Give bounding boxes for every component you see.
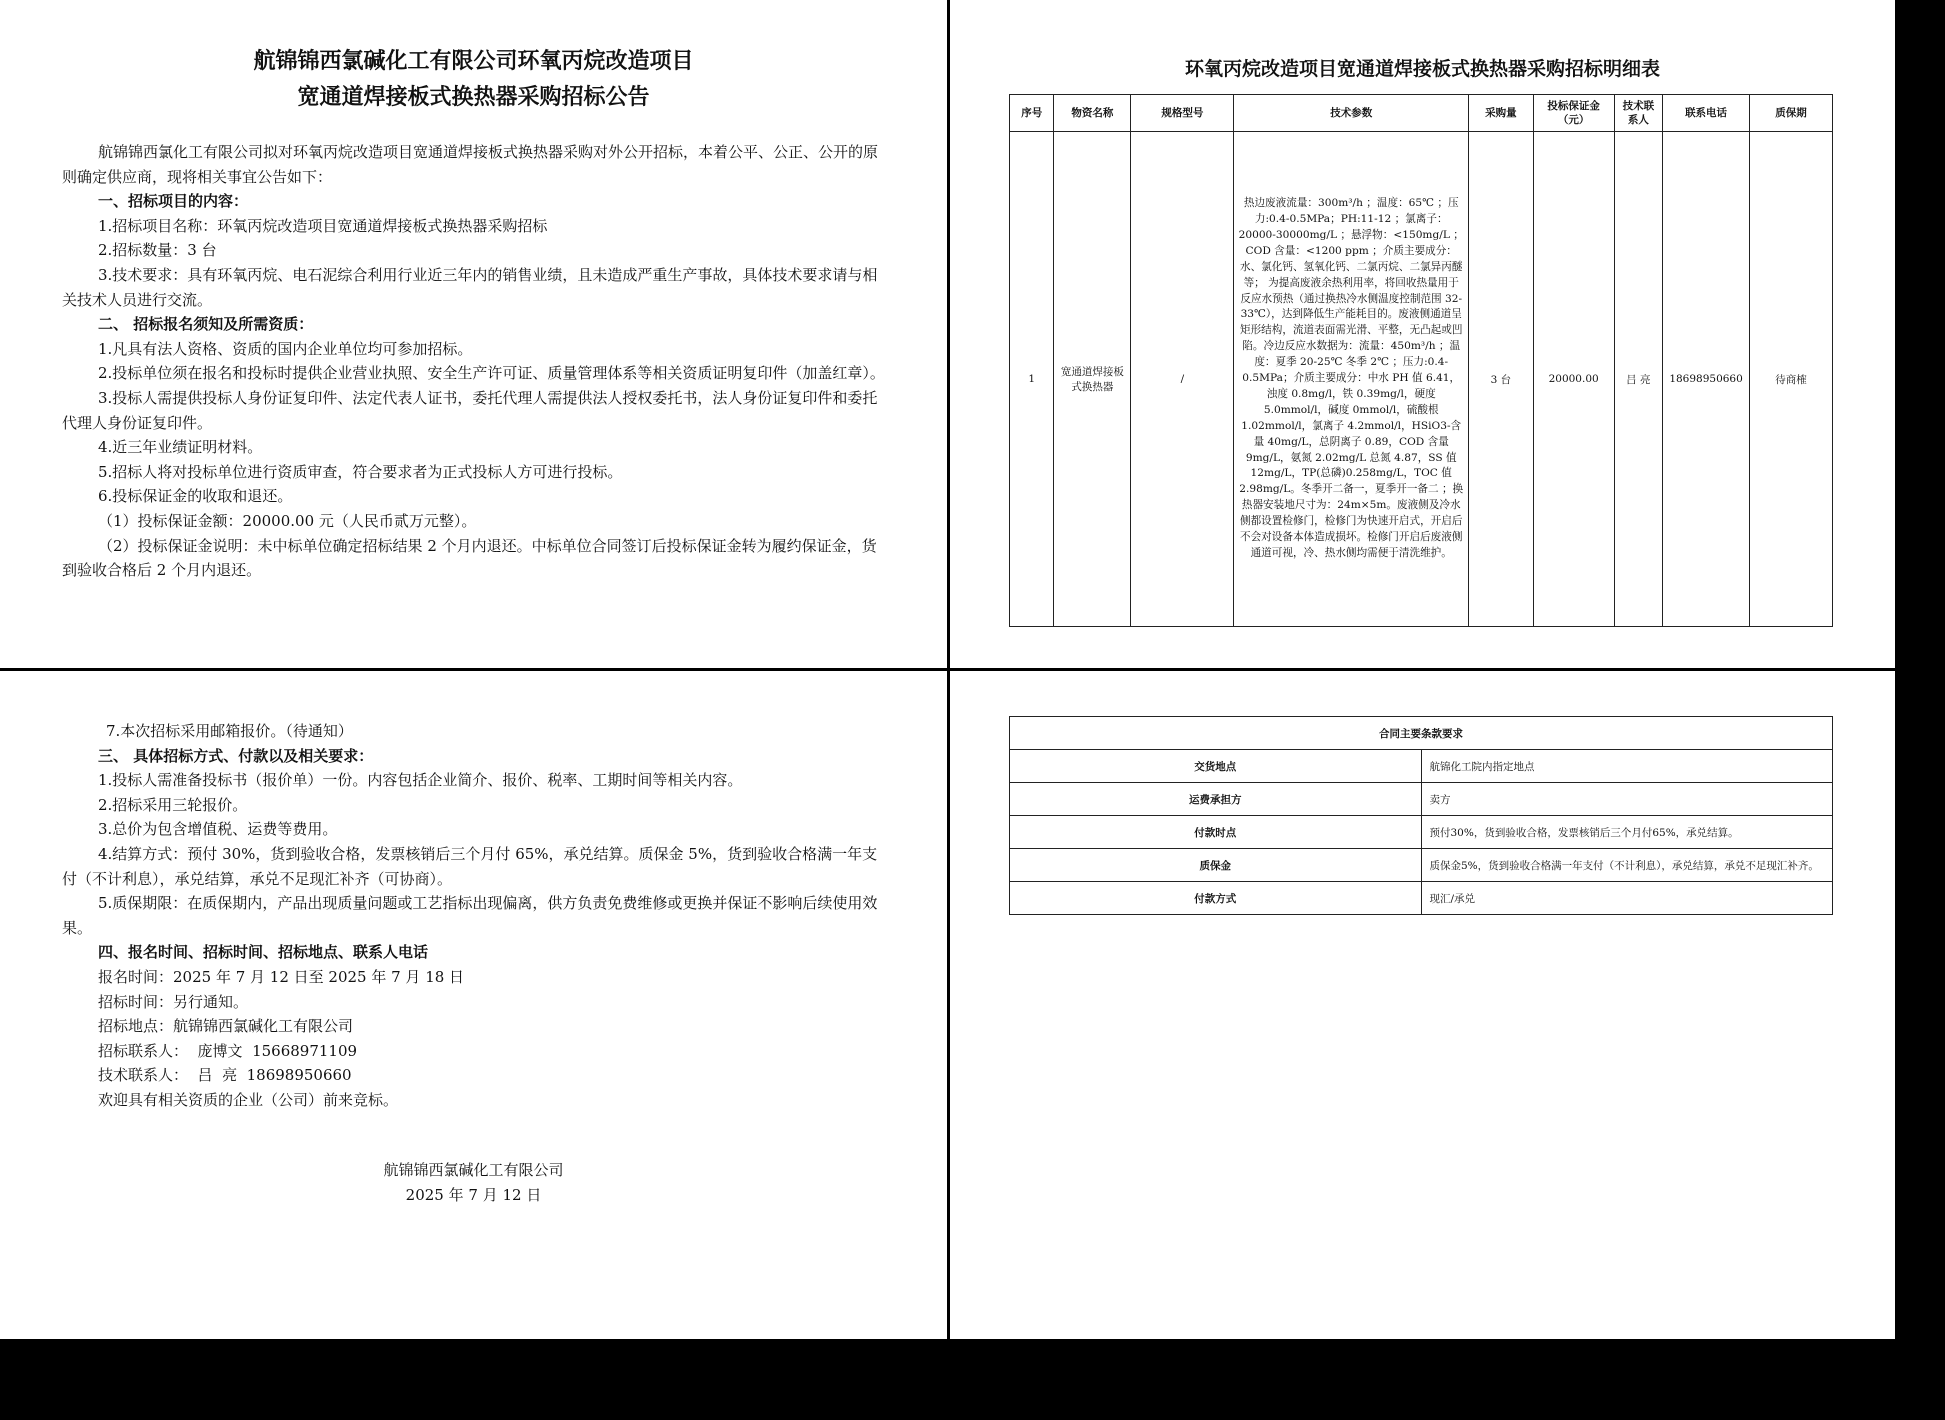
section-4-item: 技术联系人： 吕 亮 18698950660 bbox=[98, 1066, 352, 1085]
announcement-page-1 bbox=[0, 0, 947, 668]
section-2-item: （2）投标保证金说明：未中标单位确定招标结果 2 个月内退还。中标单位合同签订后投标保证金转为履约保证金，货到验收合格后 2 个月内退还。 bbox=[62, 536, 877, 580]
cell-no: 1 bbox=[1010, 132, 1054, 627]
col-header: 采购量 bbox=[1469, 95, 1534, 132]
detail-table-page bbox=[950, 0, 1895, 668]
term-label: 付款时点 bbox=[1010, 816, 1422, 849]
term-label: 运费承担方 bbox=[1010, 783, 1422, 816]
col-header: 技术参数 bbox=[1234, 95, 1469, 132]
terms-header-row bbox=[1010, 717, 1833, 750]
term-label: 质保金 bbox=[1010, 849, 1422, 882]
col-header: 技术联系人 bbox=[1614, 95, 1663, 132]
term-label: 付款方式 bbox=[1010, 882, 1422, 915]
section-1-heading: 一、招标项目的内容： bbox=[98, 192, 249, 211]
signature-date: 2025 年 7 月 12 日 bbox=[405, 1185, 542, 1204]
section-1-item: 1.招标项目名称：环氧丙烷改造项目宽通道焊接板式换热器采购招标 bbox=[98, 216, 548, 235]
cell-deposit: 20000.00 bbox=[1533, 132, 1614, 627]
term-value: 质保金5%，货到验收合格满一年支付（不计利息），承兑结算，承兑不足现汇补齐。 bbox=[1421, 849, 1833, 882]
section-2-item: 4.近三年业绩证明材料。 bbox=[98, 438, 263, 457]
col-header: 联系电话 bbox=[1663, 95, 1750, 132]
section-3-heading: 三、 具体招标方式、付款以及相关要求： bbox=[98, 746, 374, 765]
table-row bbox=[1010, 132, 1833, 627]
cell-warranty: 待商榷 bbox=[1750, 132, 1833, 627]
table-row bbox=[1010, 750, 1833, 783]
cell-spec: 热边废液流量：300m³/h ；温度：65℃ ；压力:0.4-0.5MPa；PH:11-12 ；氯离子：20000-30000mg/L ；悬浮物：<150mg/L ； COD 含量：<1200 ppm ；介质主要成分：水、氯化钙、氢氧化钙、二氯丙烷、二氯异丙醚等； 为提高废液余热利用率，将回收热量用于反应水预热（通过换热冷水侧温度控制范围 32-33℃），达到降低生产能耗目的。废液侧通道呈矩形结构，流道表面需光滑、平整，无凸起或凹陷。冷边反应水数据为：流量：450m³/h ；温度：夏季 20-25℃ 冬季 2℃ ；压力:0.4-0.5MPa；介质主要成分：中水 PH 值 6.41，浊度 0.8mg/l，铁 0.39mg/l，硬度 5.0mmol/l，碱度 0mmol/l，硫酸根 1.02mmol/l，氯离子 4.2mmol/l，HSiO3-含量 40mg/L，总阴离子 0.89，COD 含量 9mg/L，氨氮 2.02mg/L 总氮 4.87，SS 值 12mg/L，TP(总磷)0.258mg/L，TOC 值 2.98mg/L。冬季开二备一，夏季开一备二 ；换热器安装地尺寸为：24m×5m。废液侧及冷水侧都设置检修门，检修门为快速开启式，开启后不会对设备本体造成损坏。检修门开启后废液侧通道可视，冷、热水侧均需便于清洗维护。 bbox=[1234, 132, 1469, 627]
announcement-body bbox=[62, 140, 885, 583]
intro-paragraph: 航锦锦西氯化工有限公司拟对环氧丙烷改造项目宽通道焊接板式换热器采购对外公开招标，本着公平、公正、公开的原则确定供应商，现将相关事宜公告如下： bbox=[62, 143, 879, 186]
section-3-item: 5.质保期限：在质保期内，产品出现质量问题或工艺指标出现偏离，供方负责免费维修或更换并保证不影响后续使用效果。 bbox=[62, 894, 878, 937]
table-row bbox=[1010, 816, 1833, 849]
announcement-page-2 bbox=[0, 671, 947, 1339]
section-2-item: 1.凡具有法人资格、资质的国内企业单位均可参加招标。 bbox=[98, 339, 473, 358]
table-row bbox=[1010, 849, 1833, 882]
section-3-item: 4.结算方式：预付 30%，货到验收合格，发票核销后三个月付 65%，承兑结算。质保金 5%，货到验收合格满一年支付（不计利息），承兑结算，承兑不足现汇补齐（可协商）。 bbox=[62, 844, 878, 888]
term-value: 现汇/承兑 bbox=[1421, 882, 1833, 915]
cell-contact: 吕 亮 bbox=[1614, 132, 1663, 627]
terms-table-title: 合同主要条款要求 bbox=[1010, 717, 1833, 750]
contract-terms-table bbox=[1009, 716, 1833, 915]
col-header: 质保期 bbox=[1750, 95, 1833, 132]
section-2-item: 7.本次招标采用邮箱报价。（待通知） bbox=[106, 722, 353, 740]
signature-block bbox=[0, 1158, 947, 1207]
col-header: 投标保证金（元） bbox=[1533, 95, 1614, 132]
section-4-item: 欢迎具有相关资质的企业（公司）前来竞标。 bbox=[98, 1090, 399, 1109]
title-line-1: 航锦锦西氯碱化工有限公司环氧丙烷改造项目 bbox=[253, 49, 694, 74]
term-value: 预付30%，货到验收合格，发票核销后三个月付65%，承兑结算。 bbox=[1421, 816, 1833, 849]
section-4-heading: 四、报名时间、招标时间、招标地点、联系人电话 bbox=[98, 943, 429, 962]
section-2-heading: 二、 招标报名须知及所需资质： bbox=[98, 315, 314, 334]
section-2-item: 2.投标单位须在报名和投标时提供企业营业执照、安全生产许可证、质量管理体系等相关资质证明复印件（加盖红章）。 bbox=[98, 364, 885, 383]
procurement-detail-table bbox=[1009, 94, 1833, 627]
section-4-item: 招标联系人： 庞博文 15668971109 bbox=[98, 1041, 358, 1060]
table-header-row bbox=[1010, 95, 1833, 132]
signature-company: 航锦锦西氯碱化工有限公司 bbox=[383, 1161, 564, 1179]
section-4-item: 招标时间：另行通知。 bbox=[98, 992, 249, 1011]
term-label: 交货地点 bbox=[1010, 750, 1422, 783]
section-3-item: 3.总价为包含增值税、运费等费用。 bbox=[98, 820, 338, 839]
section-2-item: 3.投标人需提供投标人身份证复印件、法定代表人证书，委托代理人需提供法人授权委托书，法人身份证复印件和委托代理人身份证复印件。 bbox=[62, 388, 878, 432]
cell-phone: 18698950660 bbox=[1663, 132, 1750, 627]
section-2-item: 6.投标保证金的收取和退还。 bbox=[98, 487, 293, 506]
table-row bbox=[1010, 882, 1833, 915]
col-header: 规格型号 bbox=[1131, 95, 1234, 132]
col-header: 序号 bbox=[1010, 95, 1054, 132]
section-2-item: 5.招标人将对投标单位进行资质审查，符合要求者为正式投标人方可进行投标。 bbox=[98, 462, 623, 481]
announcement-body-continued bbox=[62, 719, 885, 1113]
section-1-item: 2.招标数量：3 台 bbox=[98, 241, 217, 260]
term-value: 航锦化工院内指定地点 bbox=[1421, 750, 1833, 783]
section-3-item: 1.投标人需准备投标书（报价单）一份。内容包括企业简介、报价、税率、工期时间等相关内容。 bbox=[98, 771, 743, 790]
cell-name: 宽通道焊接板式换热器 bbox=[1054, 132, 1131, 627]
section-2-item: （1）投标保证金额：20000.00 元（人民币贰万元整）。 bbox=[98, 511, 477, 530]
section-4-item: 招标地点：航锦锦西氯碱化工有限公司 bbox=[98, 1017, 354, 1036]
cell-qty: 3 台 bbox=[1469, 132, 1534, 627]
detail-table-title: 环氧丙烷改造项目宽通道焊接板式换热器采购招标明细表 bbox=[1184, 58, 1660, 80]
section-3-item: 2.招标采用三轮报价。 bbox=[98, 795, 248, 814]
title-line-2: 宽通道焊接板式换热器采购招标公告 bbox=[297, 85, 650, 110]
section-4-item: 报名时间：2025 年 7 月 12 日至 2025 年 7 月 18 日 bbox=[98, 967, 465, 986]
cell-model: / bbox=[1131, 132, 1234, 627]
term-value: 卖方 bbox=[1421, 783, 1833, 816]
section-1-item: 3.技术要求：具有环氧丙烷、电石泥综合利用行业近三年内的销售业绩，且未造成严重生产事故，具体技术要求请与相关技术人员进行交流。 bbox=[62, 265, 878, 309]
contract-terms-page bbox=[950, 671, 1895, 1339]
announcement-title bbox=[60, 44, 887, 116]
table-row bbox=[1010, 783, 1833, 816]
col-header: 物资名称 bbox=[1054, 95, 1131, 132]
